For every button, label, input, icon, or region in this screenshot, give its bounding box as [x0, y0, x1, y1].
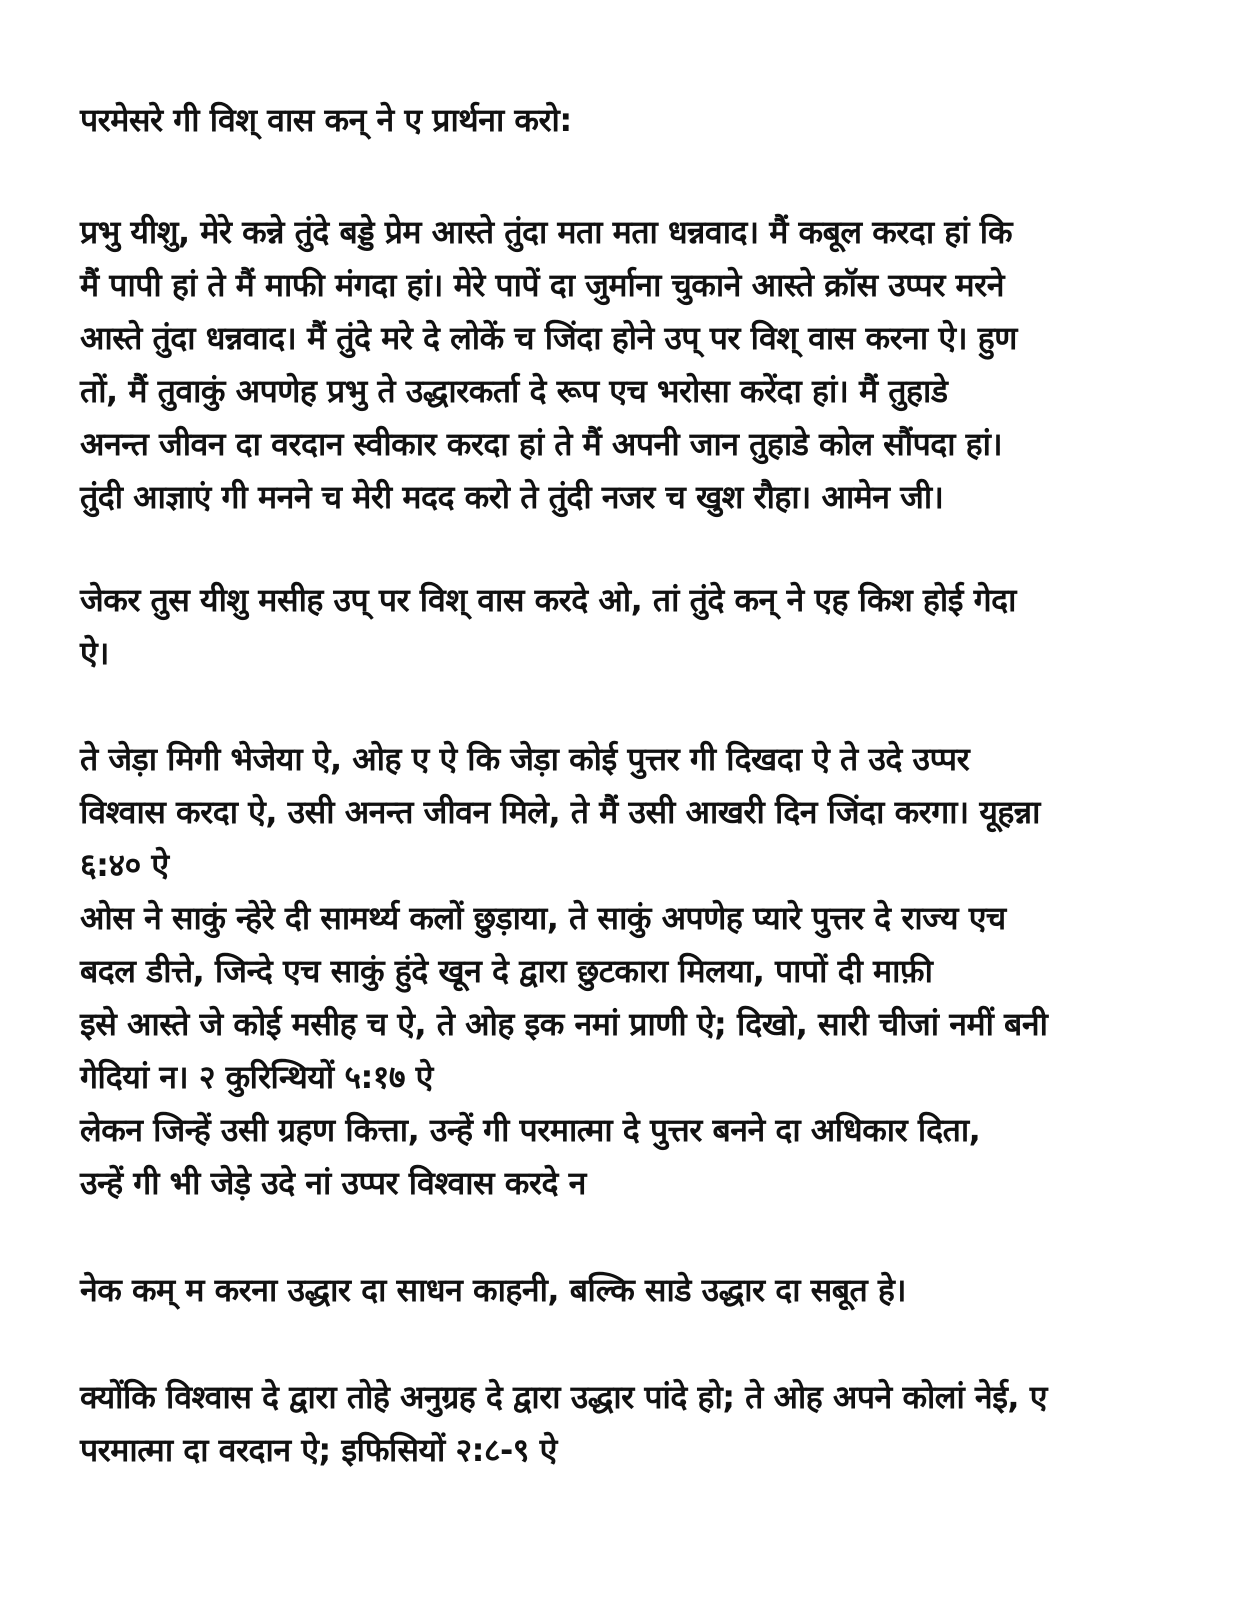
- prayer-line: आस्ते तुंदा धन्नवाद। मैं तुंदे मरे दे लोकें च जिंदा होने उप् पर विश् वास करना ऐ। हुण: [80, 319, 1017, 357]
- verse-line: ६:४० ऐ: [80, 846, 169, 884]
- prayer-line: तों, मैं तुवाकुं अपणेह प्रभु ते उद्धारकर्ता दे रूप एच भरोसा करेंदा हां। मैं तुहाडे: [80, 372, 948, 410]
- verse-line: बदल डीत्ते, जिन्दे एच साकुं हुंदे खून दे द्वारा छुटकारा मिलया, पापों दी माफ़ी: [80, 952, 933, 990]
- grace-line: परमात्मा दा वरदान ऐ; इफिसियों २:८-९ ऐ: [80, 1431, 557, 1469]
- prayer-line: अनन्त जीवन दा वरदान स्वीकार करदा हां ते मैं अपनी जान तुहाडे कोल सौंपदा हां।: [80, 425, 1003, 463]
- verse-line: उन्हें गी भी जेड़े उदे नां उप्पर विश्वास करदे न: [80, 1164, 586, 1202]
- believe-line: जेकर तुस यीशु मसीह उप् पर विश् वास करदे ओ, तां तुंदे कन् ने एह किश होई गेदा: [80, 581, 1016, 619]
- verse-line: ओस ने साकुं न्हेरे दी सामर्थ्य कलों छुड़ाया, ते साकुं अपणेह प्यारे पुत्तर दे राज्य एच: [80, 899, 1006, 937]
- prayer-line: मैं पापी हां ते मैं माफी मंगदा हां। मेरे पापें दा जुर्माना चुकाने आस्ते क्रॉस उप्पर मरने: [80, 266, 1005, 304]
- prayer-line: तुंदी आज्ञाएं गी मनने च मेरी मदद करो ते तुंदी नजर च खुश रौहा। आमेन जी।: [80, 478, 944, 516]
- verse-line: विश्वास करदा ऐ, उसी अनन्त जीवन मिले, ते मैं उसी आखरी दिन जिंदा करगा। यूहन्ना: [80, 793, 1040, 831]
- works-line: नेक कम् म करना उद्धार दा साधन काहनी, बल्कि साडे उद्धार दा सबूत हे।: [80, 1271, 907, 1309]
- believe-line: ऐ।: [80, 634, 109, 672]
- prayer-line: प्रभु यीशु, मेरे कन्ने तुंदे बड्डे प्रेम आस्ते तुंदा मता मता धन्नवाद। मैं कबूल करदा हां कि: [80, 213, 1013, 251]
- document-heading: परमेसरे गी विश् वास कन् ने ए प्रार्थना करो:: [80, 101, 572, 139]
- verse-line: गेदियां न। २ कुरिन्थियों ५:१७ ऐ: [80, 1058, 433, 1096]
- verse-line: ते जेड़ा मिगी भेजेया ऐ, ओह ए ऐ कि जेड़ा कोई पुत्तर गी दिखदा ऐ ते उदे उप्पर: [80, 740, 970, 778]
- grace-line: क्योंकि विश्वास दे द्वारा तोहे अनुग्रह दे द्वारा उद्धार पांदे हो; ते ओह अपने कोलां नेई, ए: [80, 1378, 1047, 1416]
- verse-line: इसे आस्ते जे कोई मसीह च ऐ, ते ओह इक नमां प्राणी ऐ; दिखो, सारी चीजां नमीं बनी: [80, 1005, 1048, 1043]
- verse-line: लेकन जिन्हें उसी ग्रहण कित्ता, उन्हें गी परमात्मा दे पुत्तर बनने दा अधिकार दिता,: [80, 1111, 981, 1149]
